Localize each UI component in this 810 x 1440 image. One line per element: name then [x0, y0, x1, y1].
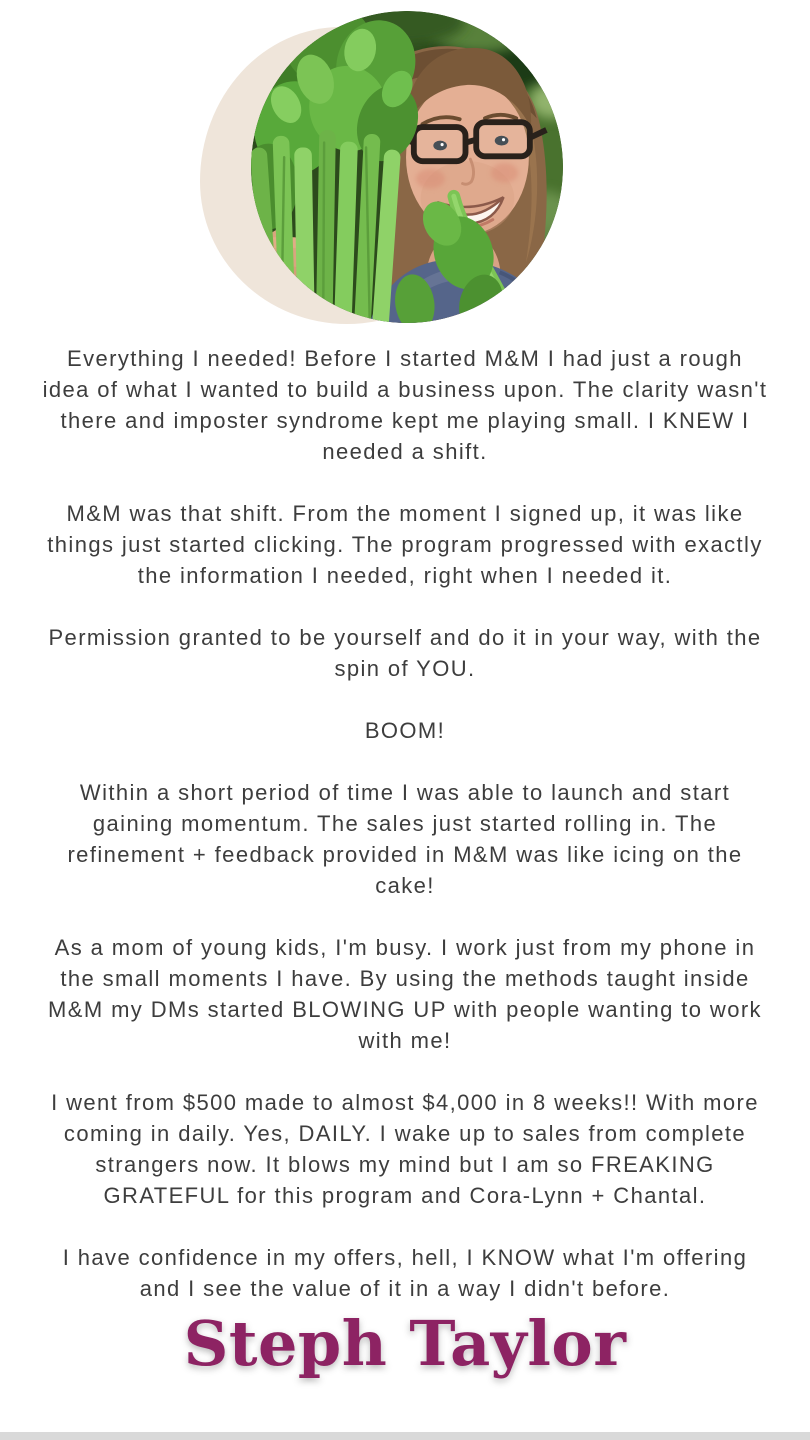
testimonial-paragraph: BOOM!	[364, 718, 446, 743]
testimonial-paragraph: I went from $500 made to almost $4,000 in 8 weeks!! With more coming in daily. Yes, DAILY. I wake up to sales from complete strangers now. It blows my mind but I am so FREAKING GRATEFUL for this program and Cora-Lynn + Chantal.	[51, 1090, 759, 1208]
portrait-illustration	[251, 11, 563, 323]
testimonial-paragraph: M&M was that shift. From the moment I signed up, it was like things just started clicking. The program progressed with exactly the information I needed, right when I needed it.	[47, 501, 763, 588]
testimonial-paragraph: I have confidence in my offers, hell, I KNOW what I'm offering and I see the value of it in a way I didn't before.	[62, 1245, 748, 1301]
author-name: Steph Taylor	[183, 1307, 627, 1380]
testimonial-paragraph: Everything I needed! Before I started M&M I had just a rough idea of what I wanted to build a business upon. The clarity wasn't there and imposter syndrome kept me playing small. I KNEW I needed a shift.	[42, 346, 768, 464]
profile-photo	[251, 11, 563, 323]
testimonial-paragraph: As a mom of young kids, I'm busy. I work just from my phone in the small moments I have. By using the methods taught inside M&M my DMs started BLOWING UP with people wanting to work with me!	[48, 935, 762, 1053]
testimonial-paragraph: Permission granted to be yourself and do it in your way, with the spin of YOU.	[48, 625, 762, 681]
testimonial-paragraph: Within a short period of time I was able to launch and start gaining momentum. The sales just started rolling in. The refinement + feedback provided in M&M was like icing on the cake!	[67, 780, 743, 898]
hero-section	[0, 0, 810, 340]
testimonial-text	[42, 340, 768, 1304]
bottom-divider-bar	[0, 1432, 810, 1440]
